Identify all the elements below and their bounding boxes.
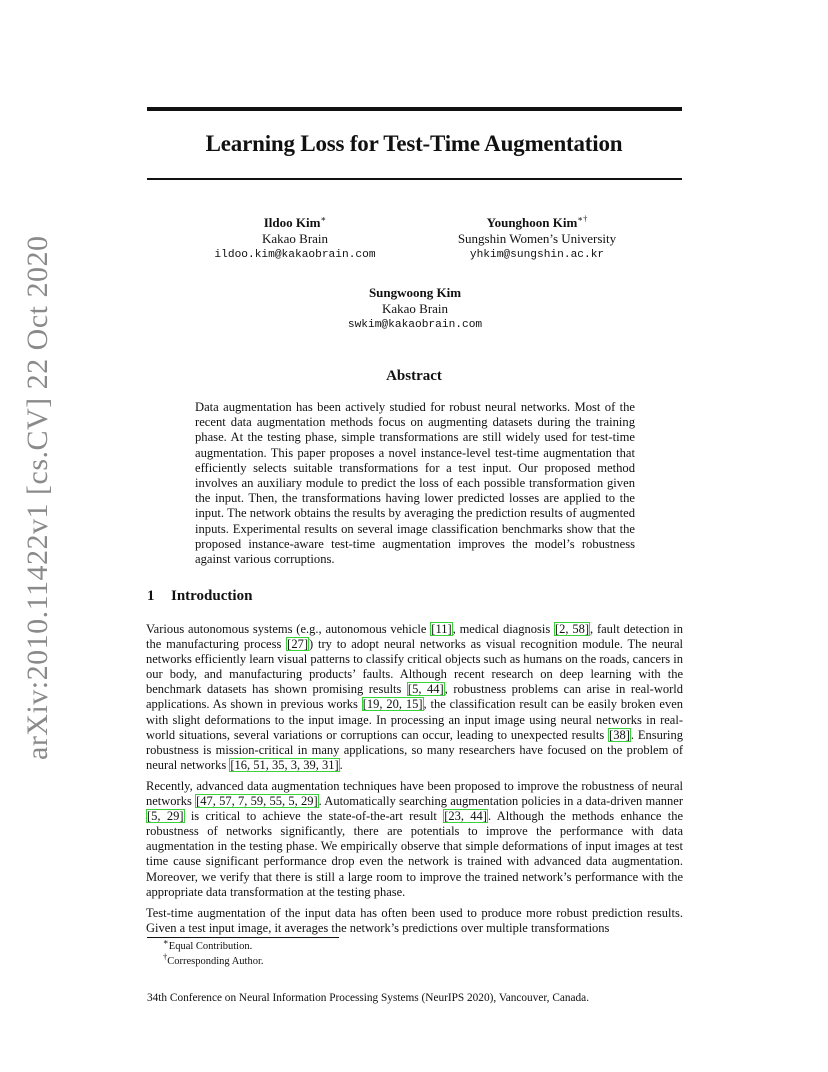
citation-link[interactable]: [2, 58] bbox=[555, 622, 590, 636]
author-mark: ∗ bbox=[320, 213, 327, 224]
citation-link[interactable]: [11] bbox=[431, 622, 452, 636]
author-affiliation: Kakao Brain bbox=[381, 301, 449, 316]
paper-title: Learning Loss for Test-Time Augmentation bbox=[205, 131, 623, 156]
citation-link[interactable]: [5, 44] bbox=[407, 682, 444, 697]
footnote-mark: † bbox=[163, 951, 168, 962]
text-run: Test-time augmentation of the input data has often been used to produce more robust prediction results. Given a test input image, it averages the network’s predictions over multiple transformations bbox=[146, 905, 683, 935]
author-affiliation: Sungshin Women’s University bbox=[457, 231, 617, 246]
author-mark: ∗† bbox=[577, 213, 588, 224]
text-run: , fault detection in the manufacturing process bbox=[146, 622, 684, 652]
text-run: . Automatically searching augmentation policies in a data-driven manner bbox=[318, 794, 684, 809]
author-name: Ildoo Kim bbox=[263, 215, 321, 230]
footnote bbox=[163, 936, 253, 953]
author-email[interactable]: ildoo.kim@kakaobrain.com bbox=[214, 249, 376, 261]
footnote-rule bbox=[147, 937, 339, 938]
conference-note: 34th Conference on Neural Information Processing Systems (NeurIPS 2020), Vancouver, Canada. bbox=[147, 992, 590, 1004]
section-title: Introduction bbox=[171, 588, 253, 604]
footnote bbox=[163, 951, 264, 968]
citation-link[interactable]: [23, 44] bbox=[444, 809, 487, 824]
title-bottom-rule bbox=[147, 178, 682, 180]
footnote-text: Equal Contribution. bbox=[168, 941, 253, 952]
text-run: . bbox=[339, 757, 343, 772]
text-run: , the classification result can be easily broken even with slight deformations to the input image. In processing an input image using neural networks in real-world situations, several variations or corruptions can occur, leading to unexpected results bbox=[146, 697, 683, 742]
text-run: Various autonomous systems (e.g., autonomous vehicle bbox=[146, 622, 431, 636]
citation-link[interactable]: [19, 20, 15] bbox=[362, 697, 423, 712]
citation-link[interactable]: [16, 51, 35, 3, 39, 31] bbox=[230, 757, 339, 772]
footnote-text: Corresponding Author. bbox=[167, 956, 264, 967]
citation-link[interactable]: [5, 29] bbox=[147, 809, 184, 824]
text-run: Recently, advanced data augmentation techniques have been proposed to improve the robustness of neural networks bbox=[146, 778, 683, 809]
citation-link[interactable]: [47, 57, 7, 59, 55, 5, 29] bbox=[196, 794, 318, 809]
author-block bbox=[432, 215, 642, 263]
paragraph bbox=[146, 906, 683, 936]
abstract-heading: Abstract bbox=[386, 368, 442, 384]
title-top-rule bbox=[147, 107, 682, 111]
author-email[interactable]: swkim@kakaobrain.com bbox=[347, 319, 483, 331]
text-run: is critical to achieve the state-of-the-art result bbox=[184, 809, 444, 824]
text-run: . Although the methods enhance the robustness of networks significantly, there are potentials to improve the performance with data augmentation in the testing phase. We empirically observe that simple deformations of input images at test time cause significant performance drop even the network is trained with advanced data augmentation. Moreover, we verify that there is still a large room to improve the trained network’s performance with the appropriate data transformation at the testing phase. bbox=[146, 809, 684, 899]
author-block bbox=[310, 285, 520, 333]
author-name: Sungwoong Kim bbox=[368, 285, 462, 300]
text-run: . Ensuring robustness is mission-critical in many applications, so many researchers have focused on the problem of neural networks bbox=[146, 727, 683, 772]
abstract-text: Data augmentation has been actively studied for robust neural networks. Most of the recent data augmentation methods focus on augmenting datasets during the training phase. At the testing phase, simple transformations are still widely used for test-time augmentation. This paper proposes a novel instance-level test-time augmentation that efficiently selects suitable transformations for a test input. Our proposed method involves an auxiliary module to predict the loss of each possible transformation given the input. Then, the transformations having lower predicted losses are applied to the input. The network obtains the results by averaging the prediction results of augmented inputs. Experimental results on several image classification benchmarks show that the proposed instance-aware test-time augmentation improves the model’s robustness against various corruptions. bbox=[195, 400, 635, 567]
author-block bbox=[190, 215, 400, 263]
arxiv-identifier: arXiv:2010.11422v1 [cs.CV] 22 Oct 2020 bbox=[21, 235, 54, 760]
section-heading bbox=[147, 588, 252, 605]
author-affiliation: Kakao Brain bbox=[261, 231, 329, 246]
footnote-mark: ∗ bbox=[163, 936, 169, 947]
text-run: , medical diagnosis bbox=[452, 622, 554, 636]
section-body bbox=[146, 622, 683, 942]
paragraph bbox=[146, 622, 683, 773]
citation-link[interactable]: [27] bbox=[287, 637, 308, 652]
author-name: Younghoon Kim bbox=[486, 215, 578, 230]
author-email[interactable]: yhkim@sungshin.ac.kr bbox=[469, 249, 605, 261]
paragraph bbox=[146, 779, 683, 900]
text-run: ) try to adopt neural networks as visual recognition module. The neural networks efficiently learn visual patterns to classify critical objects such as humans on the roads, cancers in our body, and manufacturing products’ faults. Although recent research on deep learning with the benchmark datasets has shown promising results bbox=[146, 637, 683, 697]
section-number: 1 bbox=[147, 588, 155, 604]
text-run: , robustness problems can arise in real-world applications. As shown in previous works bbox=[146, 682, 683, 712]
citation-link[interactable]: [38] bbox=[609, 727, 630, 742]
